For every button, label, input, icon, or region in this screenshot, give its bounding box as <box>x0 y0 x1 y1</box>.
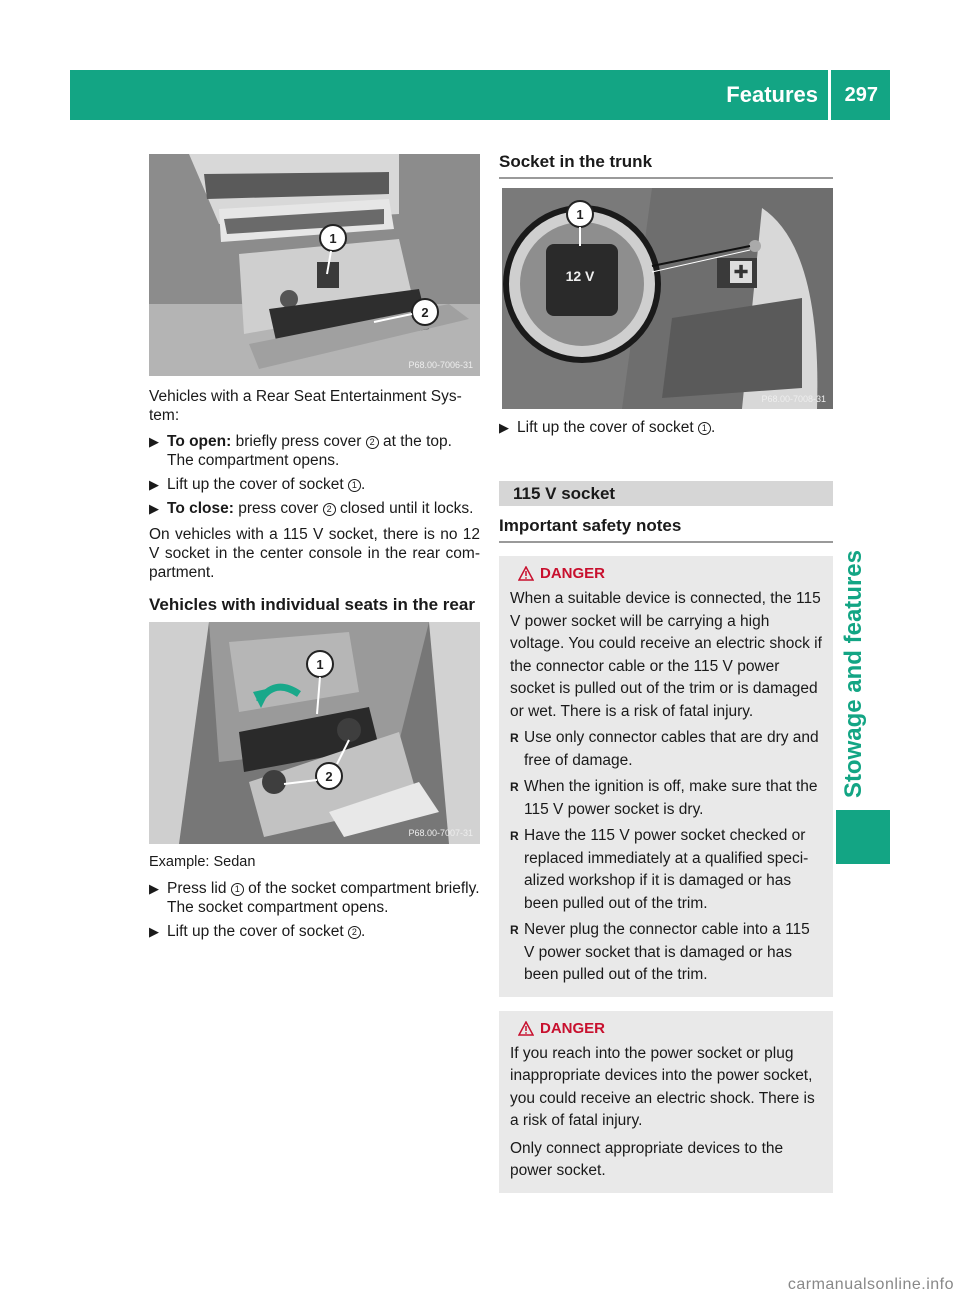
photo-trunk-socket <box>502 188 833 409</box>
arrow-icon: ▶ <box>149 924 159 939</box>
first-aid-icon: ✚ <box>733 262 749 283</box>
danger-bullet-item: R Have the 115 V power socket checked or replaced immediately at a qualified speci-alized workshop if it is damaged or has been pulled out of the trim. <box>510 827 809 912</box>
warning-icon <box>518 566 534 581</box>
svg-text:2: 2 <box>421 305 429 320</box>
section-bar-115v: 115 V socket <box>499 481 833 506</box>
callout-ref: 1 <box>698 422 711 435</box>
svg-text:12 V: 12 V <box>565 268 595 284</box>
page-number: 297 <box>844 84 878 106</box>
danger-bullets <box>510 727 824 987</box>
callout-ref: 2 <box>323 503 336 516</box>
danger-box-2 <box>499 1011 833 1193</box>
right-heading-trunk <box>499 152 833 179</box>
arrow-icon: ▶ <box>149 434 159 449</box>
instruction-close: ▶ To close: press cover 2 closed until it locks. <box>149 500 474 517</box>
bullet-icon: R <box>510 923 519 937</box>
arrow-icon: ▶ <box>149 477 159 492</box>
example-caption: Example: Sedan <box>149 854 256 870</box>
svg-text:1: 1 <box>329 231 337 246</box>
arrow-icon: ▶ <box>149 501 159 516</box>
note-text: On vehicles with a 115 V socket, there is no 12 V socket in the center console in the rear com-partment. <box>149 526 480 581</box>
instruction-press-lid: ▶ Press lid 1 of the socket compartment briefly. The socket compartment opens. <box>149 880 480 916</box>
side-tab <box>836 120 890 860</box>
callout-ref: 1 <box>231 883 244 896</box>
callout-ref: 1 <box>348 479 361 492</box>
left-text-2 <box>149 853 480 941</box>
arrow-icon: ▶ <box>499 420 509 435</box>
callout-ref: 2 <box>348 926 361 939</box>
instruction-open: ▶ To open: briefly press cover 2 at the top. The compartment opens. <box>149 433 452 469</box>
instruction-lift: ▶ Lift up the cover of socket 1 . <box>149 476 366 493</box>
photo-code: P68.00-7007-31 <box>408 828 473 838</box>
danger-bullet-item: R When the ignition is off, make sure that the 115 V power socket is dry. <box>510 778 818 818</box>
warning-icon <box>518 1021 534 1036</box>
danger-text-3: Only connect appropriate devices to the power socket. <box>510 1139 784 1179</box>
page-header <box>70 70 890 120</box>
danger-heading: DANGER <box>510 564 824 583</box>
left-text-1 <box>149 387 480 614</box>
instruction-lift-trunk: ▶ Lift up the cover of socket 1 . <box>499 419 716 436</box>
danger-text-1: When a suitable device is connected, the 115 V power socket will be carrying a high voltage. You could receive an electric shock if the connector cable or the 115 V power socket is pulled out of the trim or is damaged or wet. There is a risk of fatal injury. <box>510 590 822 720</box>
callout-ref: 2 <box>366 436 379 449</box>
heading-individual-seats: Vehicles with individual seats in the rear <box>149 595 475 614</box>
bullet-icon: R <box>510 731 519 745</box>
photo-rear-console <box>149 154 480 376</box>
photo-code: P68.00-7006-31 <box>408 360 473 370</box>
watermark: carmanualsonline.info <box>787 1276 954 1293</box>
side-tab-marker <box>836 810 890 864</box>
danger-box-1 <box>499 556 833 997</box>
heading-socket-trunk: Socket in the trunk <box>499 152 833 179</box>
photo-code: P68.00-7008-31 <box>761 394 826 404</box>
bullet-icon: R <box>510 829 519 843</box>
bullet-icon: R <box>510 780 519 794</box>
intro-text: Vehicles with a Rear Seat Entertainment Sys-tem: <box>149 388 462 424</box>
arrow-icon: ▶ <box>149 881 159 896</box>
svg-text:1: 1 <box>316 657 324 672</box>
danger-text-2: If you reach into the power socket or plug inappropriate devices into the power socket, you could receive an electric shock. There is a risk of fatal injury. <box>510 1044 815 1129</box>
danger-bullet-item: R Use only connector cables that are dry and free of damage. <box>510 729 819 769</box>
header-divider <box>828 70 831 120</box>
danger-bullet-item: R Never plug the connector cable into a 115 V power socket that is damaged or has been pulled out of the trim. <box>510 921 810 983</box>
svg-text:1: 1 <box>576 207 584 222</box>
heading-safety-notes: Important safety notes <box>499 516 833 543</box>
svg-text:2: 2 <box>325 769 333 784</box>
photo-socket-compartment <box>149 622 480 844</box>
instruction-lift-2: ▶ Lift up the cover of socket 2 . <box>149 923 366 940</box>
danger-heading: DANGER <box>510 1019 824 1038</box>
side-tab-label: Stowage and features <box>840 550 867 799</box>
right-text <box>499 418 833 1193</box>
section-title: Features <box>726 82 818 107</box>
